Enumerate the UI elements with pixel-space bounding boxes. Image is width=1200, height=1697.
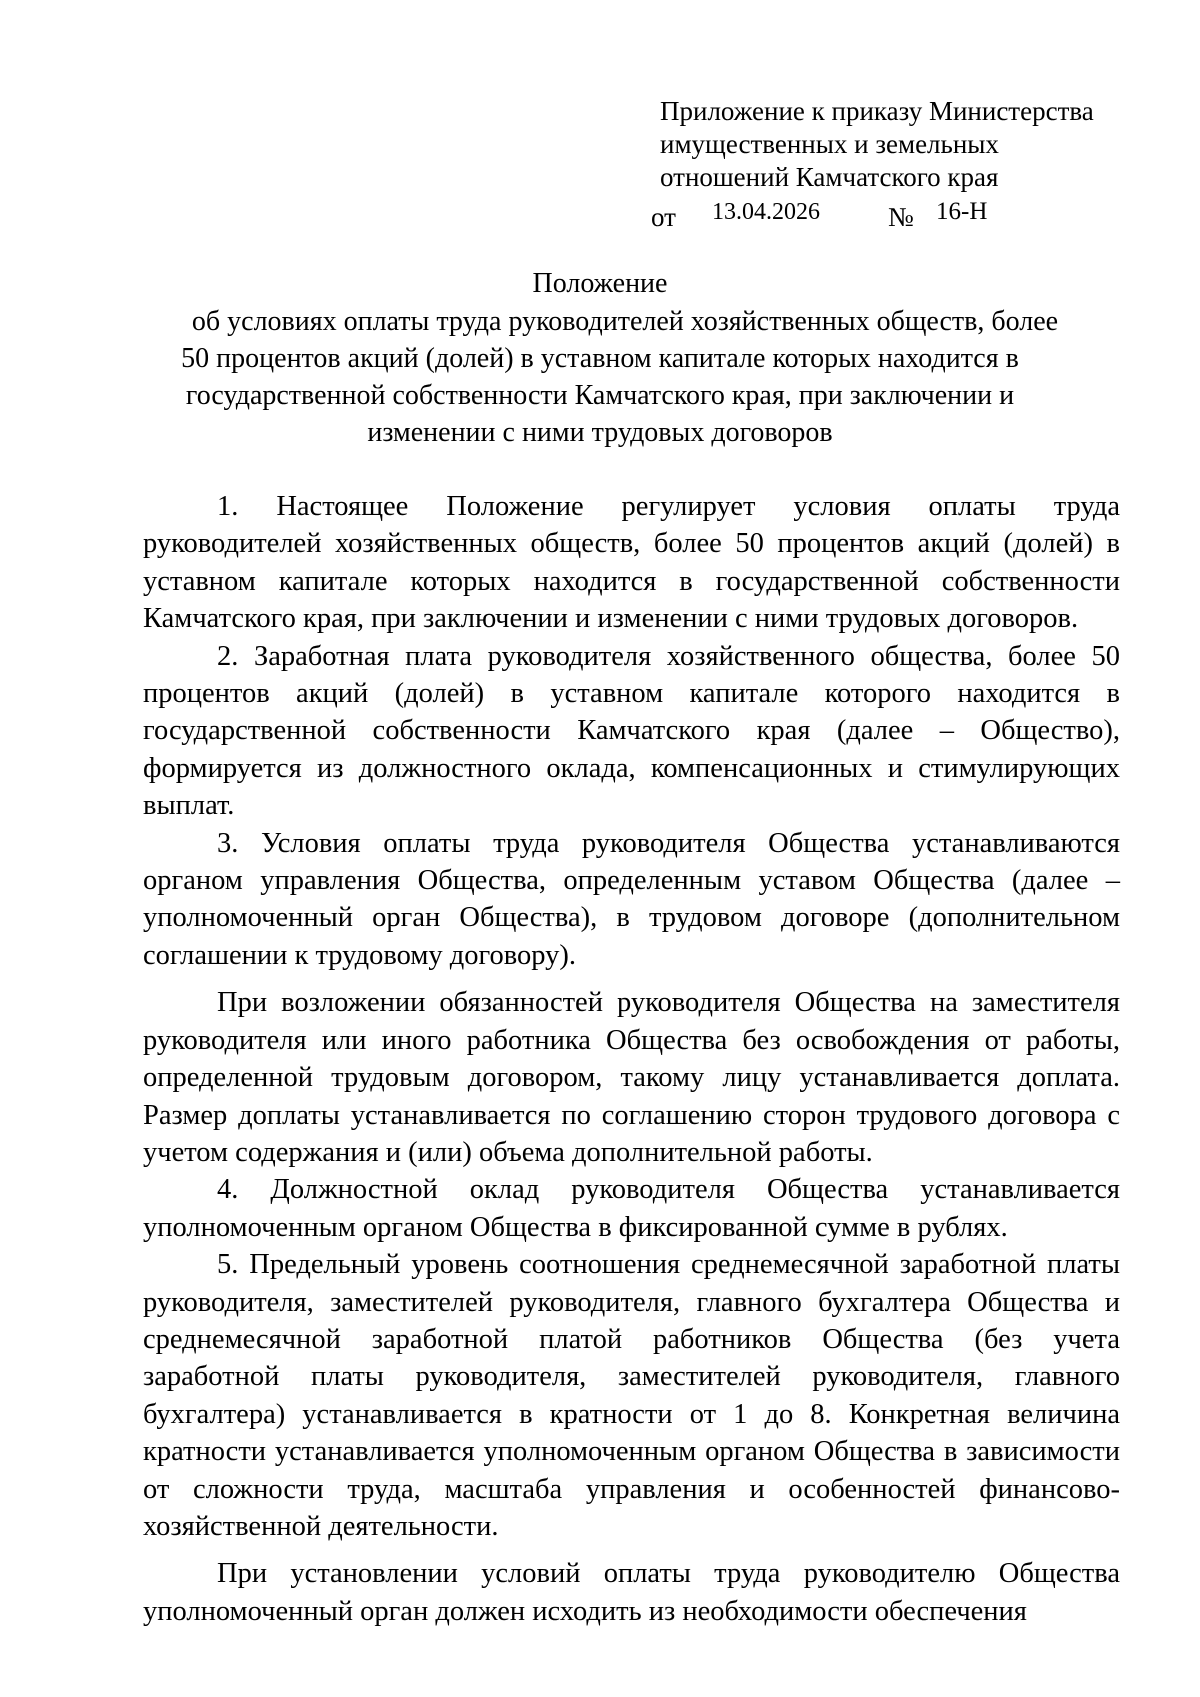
paragraph: 2. Заработная плата руководителя хозяйственного общества, более 50 процентов акций (долей) в уставном капитале которого находится в государственной собственности Камчатского края (далее – Общество), формируется из должностного оклада, компенсационных и стимулирующих выплат. bbox=[143, 640, 1120, 822]
order-date: 13.04.2026 bbox=[712, 199, 820, 225]
paragraph: 4. Должностной оклад руководителя Общества устанавливается уполномоченным органом Общества в фиксированной сумме в рублях. bbox=[143, 1174, 1120, 1243]
paragraph: 1. Настоящее Положение регулирует условия оплаты труда руководителей хозяйственных обществ, более 50 процентов акций (долей) в уставном капитале которых находится в государственной собственности Камчатского края, при заключении и изменении с ними трудовых договоров. bbox=[143, 491, 1120, 635]
paragraph: 5. Предельный уровень соотношения среднемесячной заработной платы руководителя, заместителей руководителя, главного бухгалтера Общества и среднемесячной заработной платой работников Общества (без учета заработной платы руководителя, заместителей руководителя, главного бухгалтера) устанавливается в кратности от 1 до 8. Конкретная величина кратности устанавливается уполномоченным органом Общества в зависимости от сложности труда, масштаба управления и особенностей финансово-хозяйственной деятельности. bbox=[143, 1249, 1120, 1542]
appendix-line: Приложение к приказу Министерства bbox=[660, 96, 1094, 126]
subtitle-line: изменении с ними трудовых договоров bbox=[367, 417, 833, 448]
document-title bbox=[0, 265, 1200, 302]
subtitle-line: 50 процентов акций (долей) в уставном капитале которых находится в bbox=[181, 343, 1019, 374]
subtitle-line: государственной собственности Камчатского края, при заключении и bbox=[185, 380, 1015, 411]
title-heading: Положение bbox=[532, 268, 668, 299]
order-from-label: от bbox=[651, 202, 676, 232]
document-body bbox=[143, 488, 1120, 1630]
subtitle-line: об условиях оплаты труда руководителей хозяйственных обществ, более bbox=[191, 306, 1059, 337]
appendix-line: отношений Камчатского края bbox=[660, 162, 999, 192]
order-number-label: № bbox=[888, 202, 914, 232]
appendix-line: имущественных и земельных bbox=[660, 129, 999, 159]
document-subtitle bbox=[0, 303, 1200, 451]
paragraph: 3. Условия оплаты труда руководителя Общества устанавливаются органом управления Общества, определенным уставом Общества (далее – уполномоченный орган Общества), в трудовом договоре (дополнительном соглашении к трудовому договору). bbox=[143, 827, 1120, 971]
paragraph-gap bbox=[143, 1545, 1120, 1555]
paragraph-gap bbox=[143, 974, 1120, 984]
paragraph: При установлении условий оплаты труда руководителю Общества уполномоченный орган должен исходить из необходимости обеспечения bbox=[143, 1558, 1120, 1627]
appendix-note bbox=[660, 95, 1140, 194]
order-number: 16-Н bbox=[936, 198, 988, 225]
paragraph: При возложении обязанностей руководителя Общества на заместителя руководителя или иного работника Общества без освобождения от работы, определенной трудовым договором, такому лицу устанавливается доплата. Размер доплаты устанавливается по соглашению сторон трудового договора с учетом содержания и (или) объема дополнительной работы. bbox=[143, 987, 1120, 1168]
